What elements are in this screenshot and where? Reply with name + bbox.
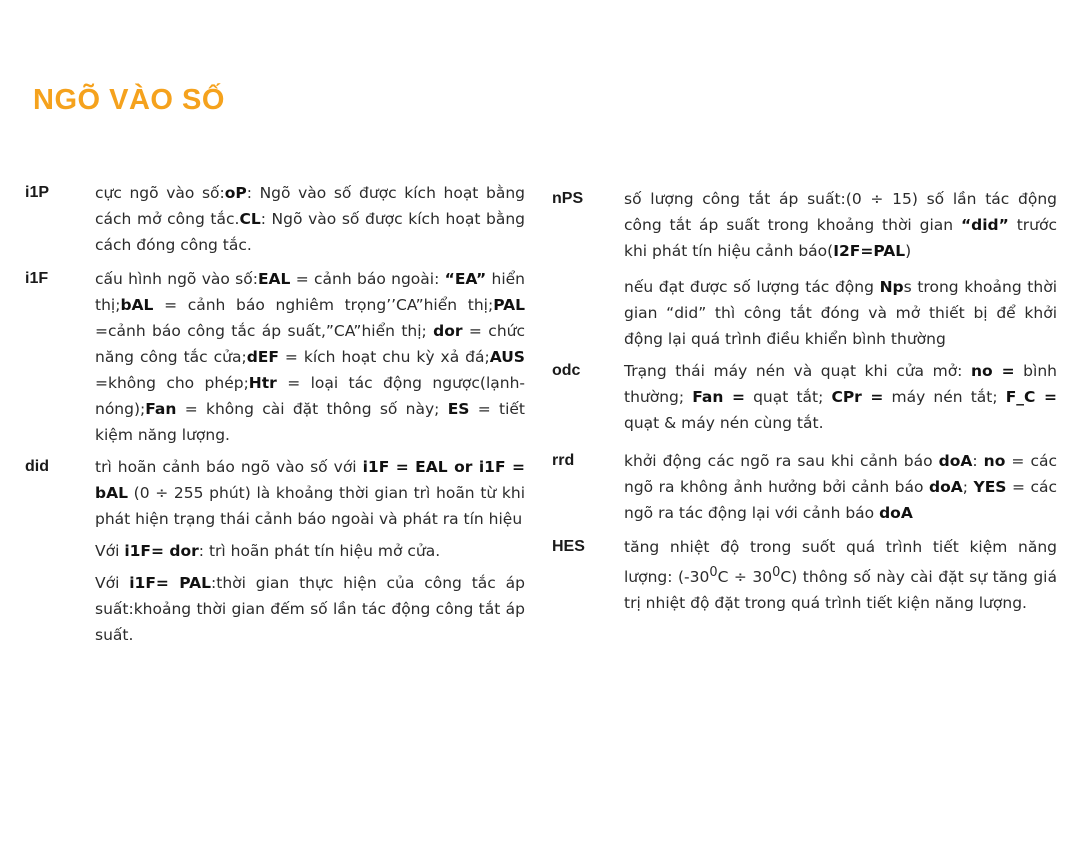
did-note-dor: Với i1F= dor: trì hoãn phát tín hiệu mở cửa. xyxy=(95,542,441,560)
param-description: trì hoãn cảnh báo ngõ vào số với i1F = EAL or i1F = bAL (0 ÷ 255 phút) là khoảng thời gian trì hoãn từ khi phát hiện trạng thái cảnh báo ngoài và phát ra tín hiệu xyxy=(95,458,525,528)
param-code: i1F xyxy=(25,270,49,287)
did-note-pal: Với i1F= PAL:thời gian thực hiện của công tắc áp suất:khoảng thời gian đếm số lần tác động công tắt áp suất. xyxy=(95,574,525,644)
param-code: odc xyxy=(552,362,581,379)
param-rrd xyxy=(552,448,1057,526)
param-description: tăng nhiệt độ trong suốt quá trình tiết kiệm năng lượng: $(-30^0C \div 30^0C)$ thông số này cài đặt sự tăng giá trị nhiệt độ đặt trong quá trình tiết kiện năng lượng. xyxy=(624,538,1057,613)
param-description: khởi động các ngõ ra sau khi cảnh báo doA: no = các ngõ ra không ảnh hưởng bởi cảnh báo doA; YES = các ngõ ra tác động lại với cảnh báo doA xyxy=(624,452,1058,522)
param-did xyxy=(25,454,525,532)
param-i1f xyxy=(25,266,525,448)
param-odc xyxy=(552,358,1057,436)
param-description: cực ngõ vào số:oP: Ngõ vào số được kích hoạt bằng cách mở công tắc.CL: Ngõ vào số được kích hoạt bằng cách đóng công tắc. xyxy=(95,184,526,254)
param-hes xyxy=(552,534,1057,616)
nps-note: nếu đạt được số lượng tác động Nps trong khoảng thời gian “did” thì công tắt đóng và mở thiết bị để khởi động lại quá trình điều khiển bình thường xyxy=(624,278,1058,348)
page-title: NGÕ VÀO SỐ xyxy=(33,84,225,116)
param-nps xyxy=(552,186,1057,264)
right-column xyxy=(552,186,1057,616)
left-column xyxy=(25,180,525,648)
param-description: cấu hình ngõ vào số:EAL = cảnh báo ngoài: “EA” hiển thị;bAL = cảnh báo nghiêm trọng’’CA”hiển thị;PAL =cảnh báo công tắc áp suất,”CA”hiển thị; dor = chức năng công tắc cửa;dEF = kích hoạt chu kỳ xả đá;AUS =không cho phép;Htr = loại tác động ngược(lạnh-nóng);Fan = không cài đặt thông số này; ES = tiết kiệm năng lượng. xyxy=(95,270,525,444)
param-description: Trạng thái máy nén và quạt khi cửa mở: no = bình thường; Fan = quạt tắt; CPr = máy nén tắt; F_C = quạt & máy nén cùng tắt. xyxy=(624,362,1057,432)
param-code: did xyxy=(25,458,49,475)
param-code: HES xyxy=(552,538,585,555)
param-code: rrd xyxy=(552,452,575,469)
param-i1p xyxy=(25,180,525,258)
param-description: số lượng công tắt áp suất:(0 ÷ 15) số lần tác động công tắt áp suất trong khoảng thời gian “did” trước khi phát tín hiệu cảnh báo(I2F=PAL) xyxy=(624,190,1057,260)
param-code: nPS xyxy=(552,190,584,207)
param-code: i1P xyxy=(25,184,50,201)
